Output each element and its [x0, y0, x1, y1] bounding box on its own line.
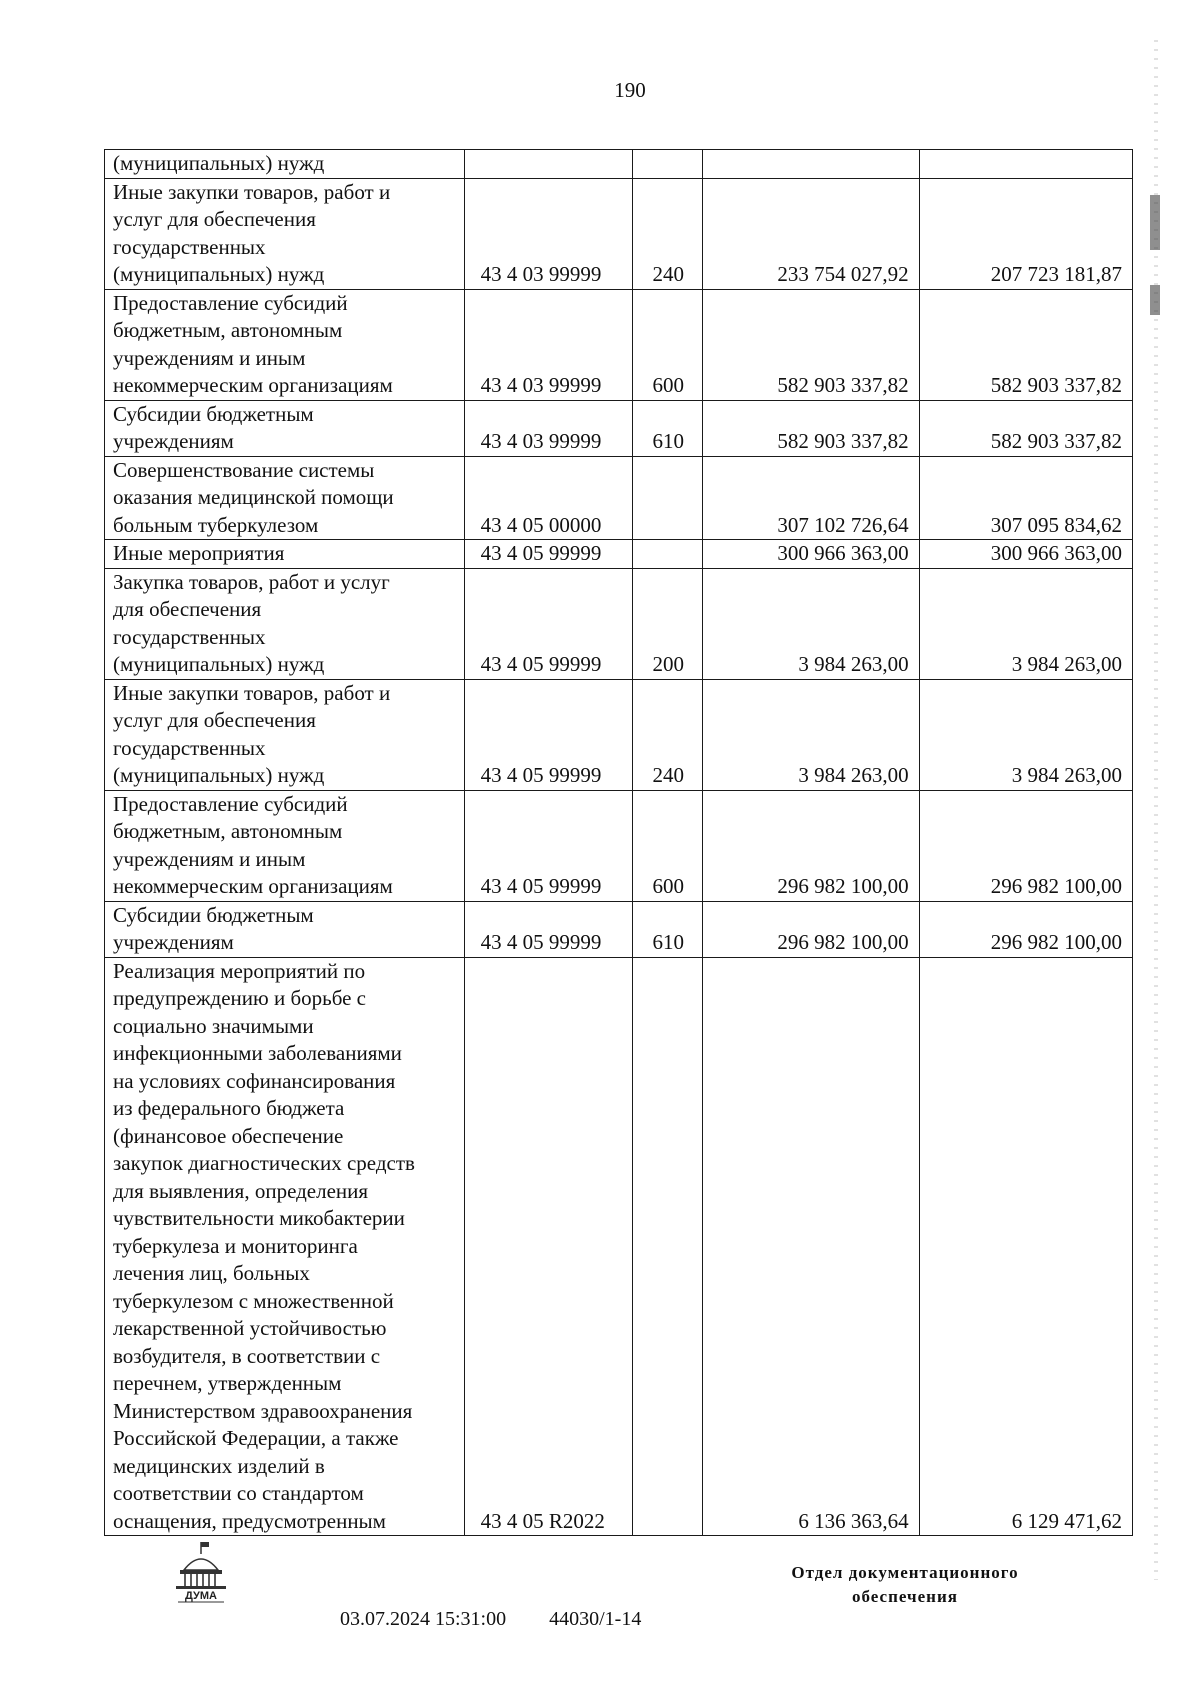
- row-code: 43 4 05 99999: [464, 568, 632, 679]
- description-line: учреждениям и иным: [113, 846, 306, 871]
- row-description: [105, 679, 465, 790]
- description-line: медицинских изделий в: [113, 1453, 325, 1478]
- row-description: [105, 400, 465, 456]
- row-amount-1: 307 102 726,64: [702, 456, 919, 540]
- row-expense-type: 200: [632, 568, 702, 679]
- description-line: (муниципальных) нужд: [113, 262, 325, 286]
- description-line: Министерством здравоохранения: [113, 1398, 413, 1423]
- description-line: из федерального бюджета: [113, 1096, 345, 1120]
- row-amount-2: 582 903 337,82: [919, 400, 1132, 456]
- registration-timestamp: 03.07.2024 15:31:00: [340, 1608, 507, 1630]
- row-description: [105, 540, 465, 569]
- row-code: 43 4 05 R2022: [464, 957, 632, 1536]
- table-row: [105, 790, 1133, 901]
- row-code: 43 4 03 99999: [464, 289, 632, 400]
- description-line: некоммерческим организациям: [113, 874, 393, 898]
- row-amount-1: 3 984 263,00: [702, 679, 919, 790]
- description-line: лекарственной устойчивостью: [113, 1316, 387, 1340]
- department-label: [750, 1561, 1060, 1609]
- row-amount-2: 6 129 471,62: [919, 957, 1132, 1536]
- row-expense-type: [632, 957, 702, 1536]
- row-code: 43 4 03 99999: [464, 400, 632, 456]
- description-line: (муниципальных) нужд: [113, 151, 325, 175]
- description-line: Субсидии бюджетным: [113, 401, 314, 426]
- description-line: для обеспечения: [113, 597, 262, 621]
- row-description: [105, 790, 465, 901]
- description-line: некоммерческим организациям: [113, 373, 393, 397]
- description-line: оказания медицинской помощи: [113, 485, 394, 509]
- description-line: учреждениям: [113, 930, 234, 954]
- description-line: Иные закупки товаров, работ и: [113, 179, 391, 204]
- table-body: [105, 150, 1133, 1536]
- description-line: соответствии со стандартом: [113, 1481, 364, 1505]
- row-expense-type: 610: [632, 400, 702, 456]
- table-row: [105, 178, 1133, 289]
- row-description: [105, 289, 465, 400]
- department-line: Отдел документационного: [791, 1563, 1019, 1582]
- description-line: Предоставление субсидий: [113, 290, 348, 315]
- description-line: государственных: [113, 624, 266, 649]
- row-code: [464, 150, 632, 179]
- row-amount-1: 233 754 027,92: [702, 178, 919, 289]
- description-line: оснащения, предусмотренным: [113, 1508, 386, 1533]
- budget-table: [104, 149, 1133, 1536]
- description-line: возбудителя, в соответствии с: [113, 1343, 381, 1368]
- row-amount-2: 296 982 100,00: [919, 901, 1132, 957]
- row-amount-1: 582 903 337,82: [702, 400, 919, 456]
- description-line: инфекционными заболеваниями: [113, 1041, 402, 1065]
- description-line: (финансовое обеспечение: [113, 1123, 344, 1148]
- description-line: услуг для обеспечения: [113, 207, 316, 231]
- row-expense-type: [632, 150, 702, 179]
- description-line: Иные мероприятия: [113, 541, 285, 565]
- description-line: Совершенствование системы: [113, 457, 375, 482]
- description-line: государственных: [113, 234, 266, 259]
- registration-number: 44030/1-14: [549, 1608, 642, 1630]
- description-line: закупок диагностических средств: [113, 1151, 415, 1175]
- scan-mark: [1150, 285, 1160, 315]
- row-code: 43 4 05 99999: [464, 901, 632, 957]
- row-description: [105, 901, 465, 957]
- duma-logo: [172, 1540, 230, 1604]
- row-expense-type: [632, 456, 702, 540]
- row-amount-1: 296 982 100,00: [702, 790, 919, 901]
- table-row: [105, 568, 1133, 679]
- row-description: [105, 150, 465, 179]
- row-expense-type: 610: [632, 901, 702, 957]
- description-line: учреждениям: [113, 429, 234, 453]
- department-line: обеспечения: [852, 1587, 958, 1606]
- row-amount-1: 300 966 363,00: [702, 540, 919, 569]
- row-amount-1: 3 984 263,00: [702, 568, 919, 679]
- description-line: больным туберкулезом: [113, 512, 319, 537]
- description-line: государственных: [113, 735, 266, 760]
- row-expense-type: 600: [632, 289, 702, 400]
- row-amount-1: 6 136 363,64: [702, 957, 919, 1536]
- description-line: (муниципальных) нужд: [113, 652, 325, 676]
- page-number: 190: [614, 78, 646, 102]
- description-line: Реализация мероприятий по: [113, 958, 366, 983]
- table-row: [105, 150, 1133, 179]
- row-expense-type: 240: [632, 178, 702, 289]
- description-line: для выявления, определения: [113, 1178, 369, 1203]
- table-row: [105, 540, 1133, 569]
- row-description: [105, 957, 465, 1536]
- description-line: социально значимыми: [113, 1013, 314, 1038]
- row-description: [105, 456, 465, 540]
- row-amount-2: 582 903 337,82: [919, 289, 1132, 400]
- description-line: услуг для обеспечения: [113, 708, 316, 732]
- description-line: бюджетным, автономным: [113, 819, 343, 843]
- row-description: [105, 178, 465, 289]
- table-row: [105, 289, 1133, 400]
- description-line: учреждениям и иным: [113, 345, 306, 370]
- row-amount-1: [702, 150, 919, 179]
- row-description: [105, 568, 465, 679]
- table-row: [105, 400, 1133, 456]
- description-line: предупреждению и борьбе с: [113, 986, 367, 1010]
- description-line: Субсидии бюджетным: [113, 902, 314, 927]
- registration-stamp: [340, 1608, 679, 1631]
- row-expense-type: [632, 540, 702, 569]
- table-row: [105, 901, 1133, 957]
- row-code: 43 4 05 00000: [464, 456, 632, 540]
- table-row: [105, 456, 1133, 540]
- row-amount-2: 3 984 263,00: [919, 568, 1132, 679]
- svg-text:ДУМА: ДУМА: [185, 1590, 217, 1602]
- row-amount-2: 207 723 181,87: [919, 178, 1132, 289]
- table-row: [105, 957, 1133, 1536]
- row-amount-2: 296 982 100,00: [919, 790, 1132, 901]
- description-line: туберкулезом с множественной: [113, 1288, 394, 1313]
- row-amount-2: 307 095 834,62: [919, 456, 1132, 540]
- description-line: Иные закупки товаров, работ и: [113, 680, 391, 705]
- row-amount-1: 582 903 337,82: [702, 289, 919, 400]
- row-code: 43 4 05 99999: [464, 540, 632, 569]
- row-expense-type: 240: [632, 679, 702, 790]
- row-amount-2: 3 984 263,00: [919, 679, 1132, 790]
- row-code: 43 4 05 99999: [464, 790, 632, 901]
- description-line: перечнем, утвержденным: [113, 1371, 342, 1395]
- description-line: бюджетным, автономным: [113, 318, 343, 342]
- row-amount-1: 296 982 100,00: [702, 901, 919, 957]
- row-expense-type: 600: [632, 790, 702, 901]
- scan-mark: [1150, 195, 1160, 250]
- scan-edge-artifact: [1154, 40, 1158, 1580]
- description-line: Закупка товаров, работ и услуг: [113, 569, 390, 594]
- table-row: [105, 679, 1133, 790]
- row-code: 43 4 05 99999: [464, 679, 632, 790]
- row-amount-2: [919, 150, 1132, 179]
- description-line: лечения лиц, больных: [113, 1261, 310, 1285]
- row-code: 43 4 03 99999: [464, 178, 632, 289]
- description-line: (муниципальных) нужд: [113, 763, 325, 787]
- description-line: Предоставление субсидий: [113, 791, 348, 816]
- row-amount-2: 300 966 363,00: [919, 540, 1132, 569]
- description-line: чувствительности микобактерии: [113, 1206, 405, 1230]
- description-line: туберкулеза и мониторинга: [113, 1233, 358, 1258]
- description-line: Российской Федерации, а также: [113, 1426, 399, 1450]
- description-line: на условиях софинансирования: [113, 1068, 396, 1093]
